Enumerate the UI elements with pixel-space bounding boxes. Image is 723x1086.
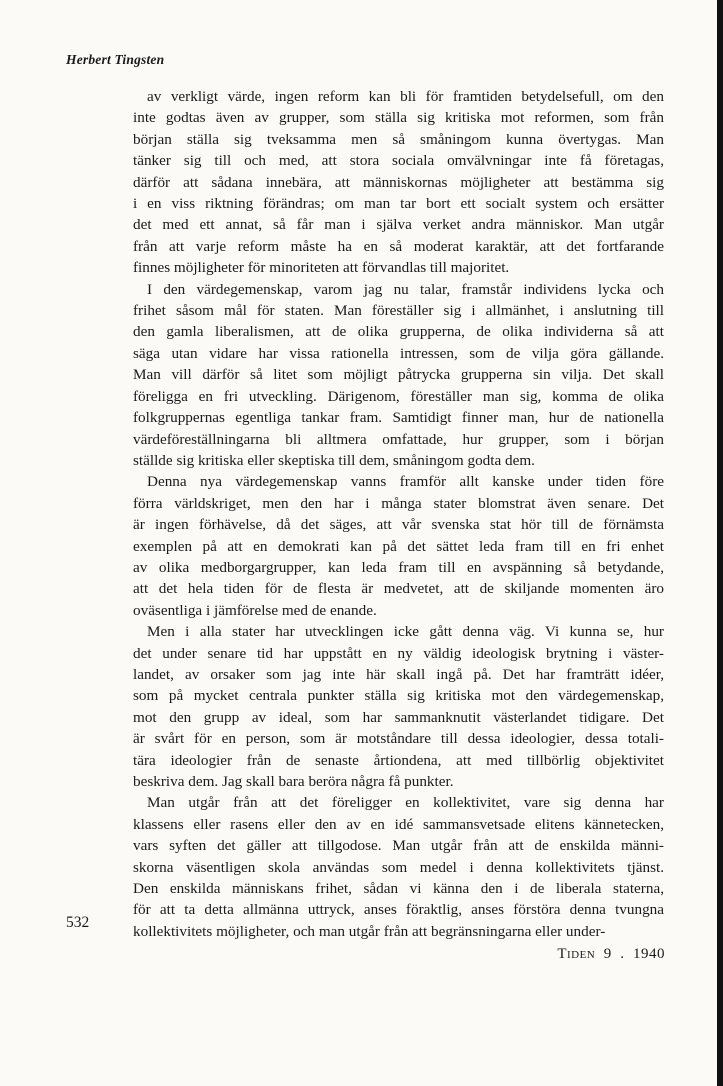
text-line: därför att sådana innebära, att människornas möjligheter att bestämma sig: [133, 173, 664, 191]
paragraph: [133, 621, 664, 792]
footer-separator: .: [620, 946, 625, 962]
journal-year: 1940: [633, 946, 665, 962]
body-text: [133, 86, 664, 942]
text-line: det under senare tid har uppstått en ny väldig ideologisk brytning i väster-: [133, 644, 664, 662]
page-edge-border: [717, 0, 723, 1086]
text-line: Denna nya värdegemenskap vanns framför allt kanske under tiden före: [147, 473, 664, 491]
text-line: I den värdegemenskap, varom jag nu talar, framstår individens lycka och: [147, 280, 664, 298]
text-line: för att ta detta allmänna uttryck, anses föraktlig, anses förstöra denna tvungna: [133, 901, 664, 919]
text-line: början ställa sig tveksamma men så småningom kunna övertygas. Man: [133, 130, 664, 148]
text-line: klassens eller rasens eller den av en idé sammansvetsade elitens kännetecken,: [133, 815, 664, 833]
paragraph: [133, 471, 664, 621]
journal-name: Tiden: [557, 946, 596, 962]
text-line: landet, av orsaker som jag inte här skall ingå på. Det har framträtt idéer,: [133, 665, 664, 683]
text-line: som på mycket centrala punkter ställa sig kritiska mot den värdegemenskap,: [133, 687, 664, 705]
text-line: säga utan vidare har vissa rationella intressen, som de vilja göra gällande.: [133, 344, 664, 362]
text-line: vars syften det gäller att tillgodose. Man utgår från att de enskilda männi-: [133, 837, 664, 855]
journal-issue: 9: [603, 946, 612, 962]
paragraph: [133, 279, 664, 472]
journal-footer: [557, 946, 665, 963]
text-line: det med ett annat, så får man i själva verket andra människor. Man utgår: [133, 216, 664, 234]
text-line: föreligga en fri utveckling. Därigenom, föreställer man sig, komma de olika: [133, 387, 664, 405]
paragraph: [133, 86, 664, 279]
text-line: finnes möjligheter för minoriteten att förvandlas till majoritet.: [133, 259, 510, 277]
text-line: oväsentliga i jämförelse med de enande.: [133, 601, 377, 619]
text-line: Den enskilda människans frihet, sådan vi känna den i de liberala staterna,: [133, 880, 664, 898]
text-line: Man vill därför så litet som möjligt påtrycka grupperna sin vilja. Det skall: [133, 366, 664, 384]
text-line: beskriva dem. Jag skall bara beröra några få punkter.: [133, 773, 454, 790]
text-line: tänker sig till och med, att stora sociala omvälvningar inte få företagas,: [133, 152, 664, 170]
paragraph: [133, 792, 664, 942]
text-line: från att varje reform måste ha en så moderat karaktär, att det fortfarande: [133, 237, 664, 255]
running-head: Herbert Tingsten: [66, 52, 165, 67]
text-line: skorna väsentligen skola användas som medel i denna kollektivitets tjänst.: [133, 858, 664, 876]
text-line: av verkligt värde, ingen reform kan bli för framtiden betydelsefull, om den: [147, 88, 664, 105]
text-line: frihet såsom mål för staten. Man föreställer sig i allmänhet, i anslutning till: [133, 302, 664, 320]
text-line: mot den grupp av ideal, som har sammanknutit västerlandet tidigare. Det: [133, 708, 664, 726]
text-line: att det hela tiden för de flesta är medvetet, att de skiljande momenten äro: [133, 580, 664, 598]
text-line: i en viss riktning förändras; om man tar bort ett socialt system och ersätter: [133, 195, 664, 213]
text-line: ställde sig kritiska eller skeptiska till dem, småningom godta dem.: [133, 451, 535, 469]
text-line: är svårt för en person, som är motståndare till dessa ideologier, dessa totali-: [133, 730, 664, 748]
text-line: Man utgår från att det föreligger en kollektivitet, vare sig denna har: [147, 794, 664, 812]
text-line: den gamla liberalismen, att de olika grupperna, de olika individerna så att: [133, 323, 664, 341]
text-line: inte godtas även av grupper, som ställa sig kritiska mot reformen, som från: [133, 109, 664, 127]
text-line: folkgruppernas egentliga tankar fram. Samtidigt finner man, hur de nationella: [133, 409, 664, 427]
text-line: tära ideologier från de senaste årtiondena, att med tillbörlig objektivitet: [133, 751, 664, 769]
text-line: värdeföreställningarna bli alltmera omfattade, hur grupper, som i början: [133, 430, 664, 448]
text-line: kollektivitets möjligheter, och man utgår från att begränsningarna eller under-: [133, 922, 606, 940]
text-line: förra världskriget, men den har i många stater blomstrat även senare. Det: [133, 494, 664, 512]
page-number: 532: [66, 914, 90, 931]
text-line: är ingen förhävelse, då det säges, att vår svenska stat hör till de förnämsta: [133, 516, 664, 534]
text-line: exemplen på att en demokrati kan på det sättet leda fram till en fri enhet: [133, 537, 664, 555]
text-line: av olika medborgargrupper, kan leda fram till en avspänning så betydande,: [133, 558, 664, 576]
text-line: Men i alla stater har utvecklingen icke gått denna väg. Vi kunna se, hur: [147, 623, 664, 641]
